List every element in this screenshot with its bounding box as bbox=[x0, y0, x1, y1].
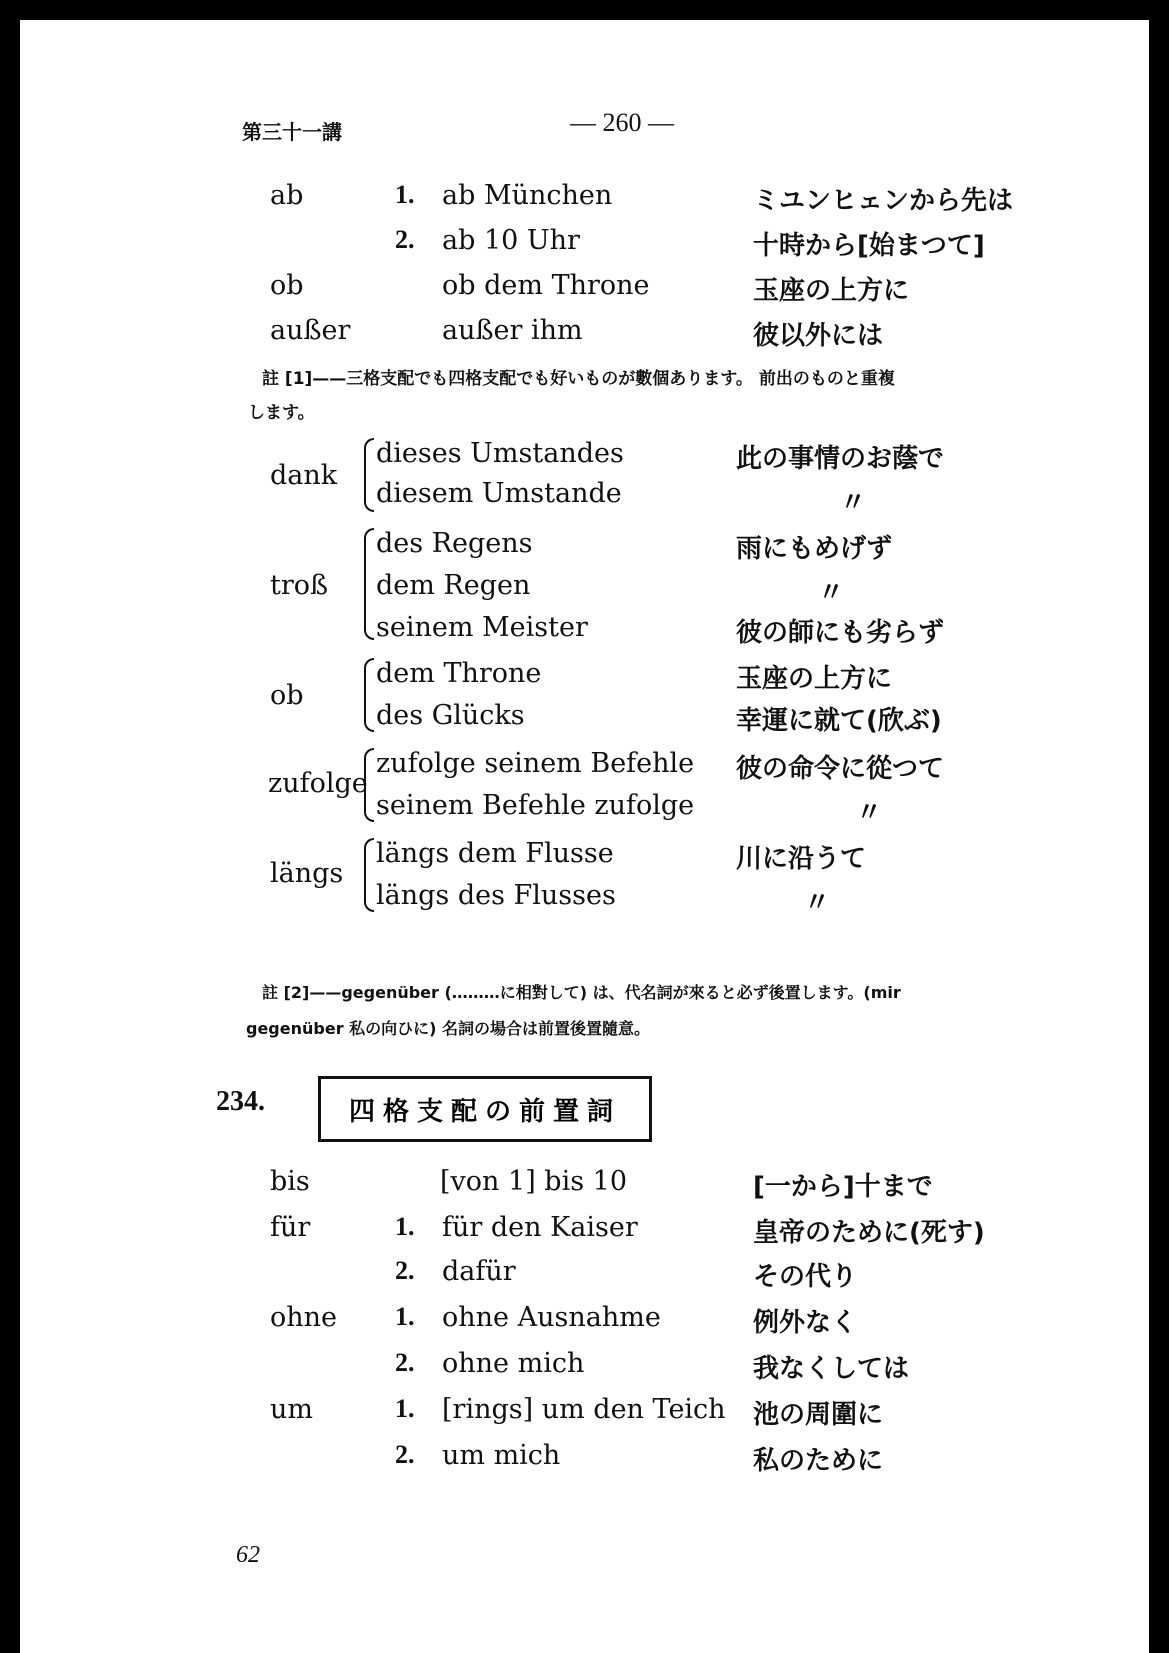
group-example: seinem Meister bbox=[376, 612, 588, 643]
ditto-mark: 〃 bbox=[818, 578, 845, 608]
entry-number: 1. bbox=[395, 1394, 415, 1423]
group-translation: 玉座の上方に bbox=[736, 664, 893, 694]
entry-example: außer ihm bbox=[442, 315, 583, 346]
entry-translation: 十時から[始まつて] bbox=[753, 231, 985, 261]
page-number-top: — 260 — bbox=[570, 108, 674, 137]
book-page bbox=[20, 20, 1149, 1653]
entry-example: [rings] um den Teich bbox=[442, 1394, 726, 1425]
note-1-line-1: 註 [1]——三格支配でも四格支配でも好いものが數個あります。 前出のものと重複 bbox=[262, 369, 895, 389]
entry-word: für bbox=[270, 1212, 311, 1243]
entry-translation: 我なくしては bbox=[753, 1354, 910, 1384]
group-translation: 幸運に就て(欣ぶ) bbox=[736, 706, 942, 736]
entry-translation: 私のために bbox=[753, 1446, 884, 1476]
brace bbox=[364, 658, 374, 732]
section-number: 234. bbox=[216, 1086, 265, 1117]
entry-example: [von 1] bis 10 bbox=[440, 1166, 628, 1197]
entry-example: ob dem Throne bbox=[442, 270, 650, 301]
group-translation: 彼の命令に從つて bbox=[736, 754, 945, 784]
entry-number: 2. bbox=[395, 1256, 415, 1285]
entry-number: 1. bbox=[395, 1212, 415, 1241]
group-example: zufolge seinem Befehle bbox=[376, 748, 695, 779]
group-translation: 雨にもめげず bbox=[736, 534, 893, 564]
brace bbox=[364, 438, 374, 512]
group-word: ob bbox=[270, 680, 304, 711]
group-example: dem Throne bbox=[376, 658, 542, 689]
entry-example: dafür bbox=[442, 1256, 516, 1287]
group-example: längs des Flusses bbox=[376, 880, 616, 911]
group-word: dank bbox=[270, 460, 338, 491]
entry-translation: 彼以外には bbox=[753, 321, 884, 351]
brace bbox=[364, 838, 374, 912]
entry-translation: 池の周圍に bbox=[753, 1400, 884, 1430]
chapter-heading: 第三十一講 bbox=[242, 120, 342, 144]
entry-number: 1. bbox=[395, 180, 415, 209]
brace bbox=[364, 748, 374, 822]
entry-word: ob bbox=[270, 270, 304, 301]
ditto-mark: 〃 bbox=[840, 488, 867, 518]
group-translation: 川に沿うて bbox=[736, 844, 867, 874]
note-2-line-1: 註 [2]——gegenüber (………に相對して) は、代名詞が來ると必ず後置します。(mir bbox=[262, 983, 901, 1002]
group-word: troß bbox=[270, 570, 329, 601]
group-example: dieses Umstandes bbox=[376, 438, 624, 469]
entry-example: ab 10 Uhr bbox=[442, 225, 580, 256]
entry-example: ohne mich bbox=[442, 1348, 585, 1379]
note-1-line-2: します。 bbox=[248, 403, 315, 423]
group-translation: 彼の師にも劣らず bbox=[736, 618, 945, 648]
entry-translation: 皇帝のために(死す) bbox=[753, 1218, 985, 1248]
group-word: zufolge bbox=[268, 768, 368, 799]
entry-number: 2. bbox=[395, 1348, 415, 1377]
entry-number: 1. bbox=[395, 1302, 415, 1331]
entry-example: ab München bbox=[442, 180, 613, 211]
page-number-bottom: 62 bbox=[236, 1542, 260, 1568]
note-2-line-2: gegenüber 私の向ひに) 名詞の場合は前置後置隨意。 bbox=[246, 1019, 651, 1038]
group-example: seinem Befehle zufolge bbox=[376, 790, 695, 821]
brace bbox=[364, 528, 374, 640]
group-example: dem Regen bbox=[376, 570, 531, 601]
entry-translation: その代り bbox=[753, 1262, 858, 1292]
entry-translation: 例外なく bbox=[753, 1308, 858, 1338]
entry-word: ohne bbox=[270, 1302, 338, 1333]
entry-example: ohne Ausnahme bbox=[442, 1302, 661, 1333]
entry-example: für den Kaiser bbox=[442, 1212, 638, 1243]
entry-word: außer bbox=[270, 315, 351, 346]
entry-word: ab bbox=[270, 180, 304, 211]
ditto-mark: 〃 bbox=[856, 798, 883, 828]
entry-example: um mich bbox=[442, 1440, 561, 1471]
group-example: des Regens bbox=[376, 528, 533, 559]
group-example: des Glücks bbox=[376, 700, 525, 731]
entry-number: 2. bbox=[395, 1440, 415, 1469]
group-example: längs dem Flusse bbox=[376, 838, 614, 869]
group-word: längs bbox=[270, 858, 344, 889]
entry-number: 2. bbox=[395, 225, 415, 254]
entry-translation: ミユンヒェンから先は bbox=[753, 186, 1014, 216]
section-title: 四格支配の前置詞 bbox=[318, 1076, 652, 1142]
group-translation: 此の事情のお蔭で bbox=[736, 444, 945, 474]
entry-translation: [一から]十まで bbox=[753, 1172, 933, 1202]
group-example: diesem Umstande bbox=[376, 478, 622, 509]
ditto-mark: 〃 bbox=[804, 888, 831, 918]
entry-word: um bbox=[270, 1394, 313, 1425]
entry-translation: 玉座の上方に bbox=[753, 276, 910, 306]
entry-word: bis bbox=[270, 1166, 310, 1197]
